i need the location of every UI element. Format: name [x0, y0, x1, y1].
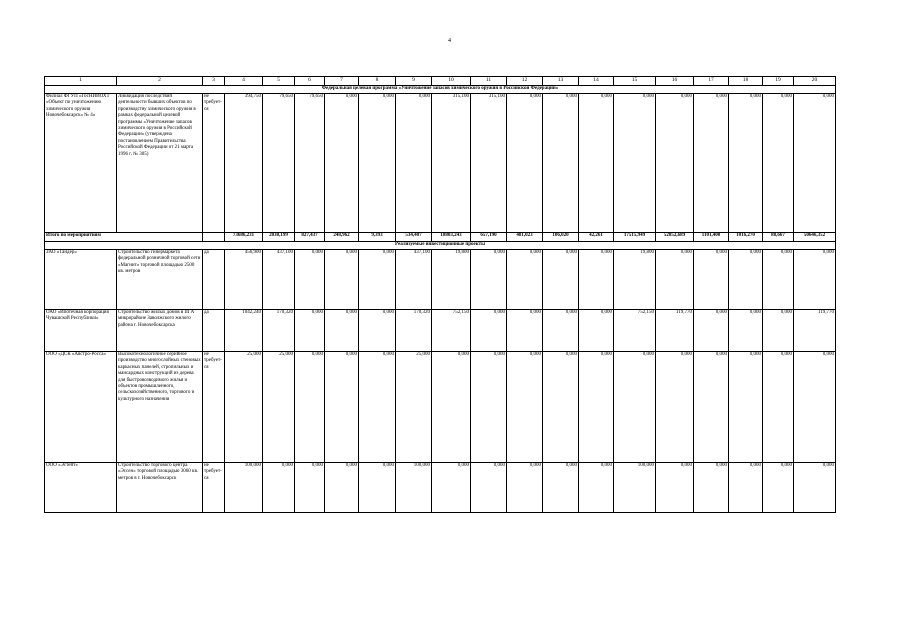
value-cell: 0,000: [507, 250, 543, 310]
value-cell: 0,000: [794, 94, 836, 233]
value-cell: 0,000: [295, 352, 325, 463]
value-cell: 0,000: [729, 352, 763, 463]
total-value: 88,667: [763, 233, 794, 242]
value-cell: 0,000: [263, 463, 295, 513]
value-cell: 0,000: [471, 463, 507, 513]
section-heading-row: [45, 86, 836, 94]
value-cell: 0,000: [295, 463, 325, 513]
value-cell: 19,800: [614, 250, 656, 310]
value-cell: 0,000: [507, 352, 543, 463]
column-number-row: [45, 77, 836, 86]
investment-table: [44, 76, 836, 513]
col-number: 13: [543, 77, 579, 86]
investor-cell: ООО «ДСК «Австро-Росса»: [45, 352, 117, 463]
status-cell: не требует-ся: [203, 463, 225, 513]
total-row: [45, 233, 836, 242]
investor-cell: Филиал ФГУП «ГосНИИОХТ «Объект по уничтожению химического оружия Новочебоксарск» № 4»: [45, 94, 117, 233]
value-cell: 0,000: [656, 352, 694, 463]
value-cell: 0,000: [396, 94, 432, 233]
table-row: [45, 310, 836, 352]
value-cell: 0,000: [507, 310, 543, 352]
value-cell: 100,000: [396, 463, 432, 513]
value-cell: 0,000: [694, 463, 729, 513]
value-cell: 79,650: [295, 94, 325, 233]
value-cell: 0,000: [295, 310, 325, 352]
value-cell: 0,000: [729, 310, 763, 352]
value-cell: 119,770: [794, 310, 836, 352]
value-cell: 0,000: [579, 310, 614, 352]
col-number: 4: [225, 77, 263, 86]
value-cell: 25,000: [225, 352, 263, 463]
value-cell: 0,000: [359, 94, 396, 233]
col-number: 3: [203, 77, 225, 86]
status-cell: не требует-ся: [203, 352, 225, 463]
value-cell: 0,000: [359, 250, 396, 310]
investor-cell: ООО «Эстейт»: [45, 463, 117, 513]
value-cell: 0,000: [295, 250, 325, 310]
value-cell: 0,000: [729, 250, 763, 310]
value-cell: 0,000: [694, 310, 729, 352]
value-cell: 25,000: [263, 352, 295, 463]
value-cell: 752,150: [432, 310, 471, 352]
total-value: 17515,949: [614, 233, 656, 242]
total-value: 9,393: [359, 233, 396, 242]
value-cell: 0,000: [763, 352, 794, 463]
value-cell: 315,100: [432, 94, 471, 233]
col-number: 2: [117, 77, 203, 86]
value-cell: 437,100: [263, 250, 295, 310]
value-cell: 25,000: [396, 352, 432, 463]
total-value: 18803,243: [432, 233, 471, 242]
value-cell: 0,000: [432, 463, 471, 513]
section-heading-row: [45, 242, 836, 250]
value-cell: 0,000: [794, 463, 836, 513]
value-cell: 0,000: [359, 310, 396, 352]
value-cell: 79,650: [263, 94, 295, 233]
total-value: 52852,689: [656, 233, 694, 242]
value-cell: 170,320: [396, 310, 432, 352]
value-cell: 0,000: [614, 94, 656, 233]
total-label: Итого по мероприятиям: [45, 233, 203, 242]
total-value: 248,962: [325, 233, 359, 242]
col-number: 15: [614, 77, 656, 86]
value-cell: 0,000: [543, 94, 579, 233]
total-value: 827,437: [295, 233, 325, 242]
col-number: 9: [396, 77, 432, 86]
total-value: 534,407: [396, 233, 432, 242]
value-cell: 0,000: [579, 463, 614, 513]
value-cell: 0,000: [325, 463, 359, 513]
value-cell: 0,000: [359, 352, 396, 463]
value-cell: 119,770: [656, 310, 694, 352]
value-cell: 0,000: [694, 250, 729, 310]
value-cell: 0,000: [359, 463, 396, 513]
value-cell: 0,000: [325, 94, 359, 233]
col-number: 6: [295, 77, 325, 86]
value-cell: 100,000: [225, 463, 263, 513]
table-row: [45, 352, 836, 463]
value-cell: 0,000: [543, 310, 579, 352]
section-title: Федеральная целевая программа «Уничтожение запасов химического оружия в Российской Федерации»: [45, 86, 836, 94]
col-number: 7: [325, 77, 359, 86]
value-cell: 170,320: [263, 310, 295, 352]
total-value: 106,020: [543, 233, 579, 242]
project-cell: Строительство торгового центра «Эссен» торговой площадью 3060 кв. метров в г. Новочебоксарск: [117, 463, 203, 513]
project-cell: Высокотехнологичное серийное производство многослойных стеновых каркасных панелей, стропильных и мансардных конструкций из дерева для быстровозводимого жилья и объектов промышленного, сельскохозяйственного, торгового и культурного назначения: [117, 352, 203, 463]
value-cell: 0,000: [507, 94, 543, 233]
value-cell: 0,000: [325, 310, 359, 352]
value-cell: 0,000: [614, 352, 656, 463]
col-number: 11: [471, 77, 507, 86]
col-number: 5: [263, 77, 295, 86]
investor-cell: ЗАО «Тандер»: [45, 250, 117, 310]
value-cell: 456,900: [225, 250, 263, 310]
value-cell: 0,000: [543, 250, 579, 310]
value-cell: 0,000: [656, 250, 694, 310]
value-cell: 0,000: [763, 310, 794, 352]
status-cell: да: [203, 310, 225, 352]
value-cell: 315,100: [471, 94, 507, 233]
value-cell: 0,000: [694, 352, 729, 463]
value-cell: 0,000: [507, 463, 543, 513]
col-number: 17: [694, 77, 729, 86]
col-number: 16: [656, 77, 694, 86]
value-cell: 0,000: [579, 94, 614, 233]
investor-cell: ОАО «Ипотечная корпорация Чувашской Республики»: [45, 310, 117, 352]
col-number: 12: [507, 77, 543, 86]
value-cell: 0,000: [763, 250, 794, 310]
value-cell: 0,000: [694, 94, 729, 233]
value-cell: 752,150: [614, 310, 656, 352]
value-cell: 0,000: [794, 352, 836, 463]
value-cell: 0,000: [794, 250, 836, 310]
value-cell: 0,000: [579, 250, 614, 310]
value-cell: 19,800: [432, 250, 471, 310]
col-number: 18: [729, 77, 763, 86]
value-cell: 437,100: [396, 250, 432, 310]
col-number: 14: [579, 77, 614, 86]
project-cell: Строительство жилых домов в III А микрорайоне Заволжского жилого района г. Новочебоксарска: [117, 310, 203, 352]
value-cell: 0,000: [432, 352, 471, 463]
table-row: [45, 94, 836, 233]
value-cell: 0,000: [763, 463, 794, 513]
value-cell: 0,000: [471, 352, 507, 463]
value-cell: 0,000: [325, 250, 359, 310]
value-cell: 0,000: [656, 463, 694, 513]
value-cell: 1042,240: [225, 310, 263, 352]
project-cell: Строительство гипермаркета федеральной розничной торговой сети «Магнит» торговой площадью 2500 кв. метров: [117, 250, 203, 310]
section-title: Реализуемые инвестиционные проекты: [45, 242, 836, 250]
col-number: 1: [45, 77, 117, 86]
value-cell: 0,000: [729, 94, 763, 233]
total-value: 42,261: [579, 233, 614, 242]
col-number: 8: [359, 77, 396, 86]
col-number: 10: [432, 77, 471, 86]
value-cell: 0,000: [656, 94, 694, 233]
total-value: 2030,199: [263, 233, 295, 242]
page-number: 4: [448, 38, 451, 44]
total-value: 657,190: [471, 233, 507, 242]
total-value: 50646,352: [794, 233, 836, 242]
col-number: 20: [794, 77, 836, 86]
value-cell: 0,000: [471, 310, 507, 352]
total-value: 1101,400: [694, 233, 729, 242]
value-cell: 100,000: [614, 463, 656, 513]
value-cell: 394,750: [225, 94, 263, 233]
status-cell: да: [203, 250, 225, 310]
value-cell: 0,000: [543, 352, 579, 463]
total-value: 481,023: [507, 233, 543, 242]
status-cell: не требует-ся: [203, 94, 225, 233]
value-cell: 0,000: [579, 352, 614, 463]
total-value: 1016,270: [729, 233, 763, 242]
value-cell: 0,000: [763, 94, 794, 233]
status-cell: [203, 233, 225, 242]
project-cell: Ликвидация последствий деятельности бывших объектов по производству химического оружия в рамках федеральной целевой программы «Уничтожение запасов химического оружия в Российской Федерации» (утверждена постановлением Правительства Российской Федерации от 21 марта 1996 г. № 305): [117, 94, 203, 233]
total-value: 73686,231: [225, 233, 263, 242]
value-cell: 0,000: [729, 463, 763, 513]
value-cell: 0,000: [325, 352, 359, 463]
table-row: [45, 463, 836, 513]
value-cell: 0,000: [543, 463, 579, 513]
col-number: 19: [763, 77, 794, 86]
table-row: [45, 250, 836, 310]
value-cell: 0,000: [471, 250, 507, 310]
